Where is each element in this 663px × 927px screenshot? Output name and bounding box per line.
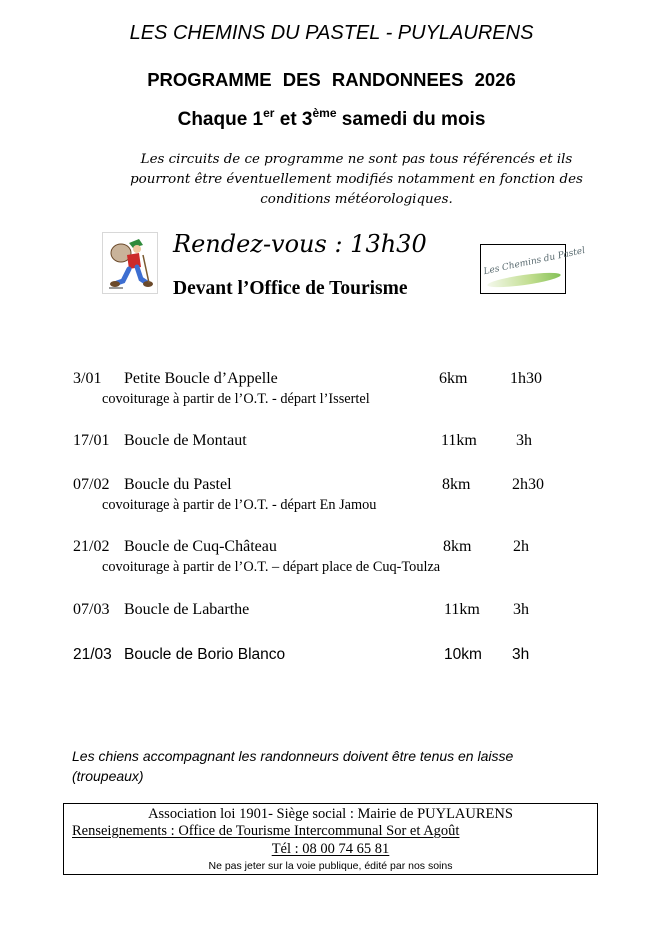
hike-duration: 2h30 [512, 476, 544, 493]
hike-date: 07/03 [73, 601, 110, 618]
hike-duration: 2h [513, 538, 529, 555]
schedule-prefix: Chaque 1 [177, 109, 264, 130]
hike-note: covoiturage à partir de l’O.T. - départ En Jamou [102, 497, 377, 513]
footer-phone [64, 841, 597, 858]
hike-name: Boucle de Borio Blanco [124, 646, 286, 663]
hike-duration: 3h [516, 432, 532, 449]
programme-title: PROGRAMME DES RANDONNEES 2026 [147, 69, 516, 90]
disclaimer: Les circuits de ce programme ne sont pas tous référencés et ils pourront être éventuellement modifiés notamment en fonction des conditions météorologiques. [130, 152, 583, 207]
footer-notice: Ne pas jeter sur la voie publique, édité par nos soins [208, 860, 453, 872]
hike-date: 3/01 [73, 370, 102, 387]
footer-box [63, 803, 598, 875]
hike-distance: 11km [444, 601, 480, 618]
logo-text: Les Chemins du Pastel [482, 245, 587, 278]
hike-date: 21/02 [73, 538, 110, 555]
hike-duration: 3h [513, 601, 529, 618]
hiker-icon [102, 232, 158, 294]
club-logo [480, 244, 587, 294]
hike-name: Boucle du Pastel [124, 476, 232, 493]
hike-name: Petite Boucle d’Appelle [124, 370, 278, 387]
schedule-sup-third: ème [312, 106, 337, 120]
hike-distance: 8km [442, 476, 471, 493]
hike-distance: 6km [439, 370, 468, 387]
schedule-suffix: samedi du mois [336, 109, 486, 130]
hike-name: Boucle de Montaut [124, 432, 247, 449]
schedule-line [0, 106, 663, 131]
hike-duration: 3h [512, 646, 530, 663]
schedule-sup-first: er [263, 106, 275, 120]
hike-distance: 8km [443, 538, 472, 555]
hike-distance: 10km [444, 646, 482, 663]
footer-phone-text: Tél : 08 00 74 65 81 [271, 841, 390, 857]
hike-date: 21/03 [73, 646, 112, 663]
hike-name: Boucle de Labarthe [124, 601, 250, 618]
meeting-location: Devant l’Office de Tourisme [173, 278, 408, 299]
hike-note: covoiturage à partir de l’O.T. - départ l’Issertel [102, 391, 370, 407]
footer-info [72, 823, 605, 840]
hike-note: covoiturage à partir de l’O.T. – départ place de Cuq-Toulza [102, 559, 441, 575]
hike-date: 07/02 [73, 476, 110, 493]
footer-info-text: Renseignements : Office de Tourisme Intercommunal Sor et Agoût [72, 823, 460, 839]
footer-association: Association loi 1901- Siège social : Mairie de PUYLAURENS [148, 806, 513, 822]
schedule-middle: et 3 [274, 109, 313, 130]
hike-name: Boucle de Cuq-Château [124, 538, 277, 555]
hike-duration: 1h30 [510, 370, 542, 387]
hike-date: 17/01 [73, 432, 110, 449]
dogs-notice: Les chiens accompagnant les randonneurs doivent être tenus en laisse (troupeaux) [72, 748, 514, 784]
rendezvous-time: Rendez-vous : 13h30 [173, 230, 427, 258]
club-title: LES CHEMINS DU PASTEL - PUYLAURENS [129, 22, 534, 44]
hike-distance: 11km [441, 432, 477, 449]
